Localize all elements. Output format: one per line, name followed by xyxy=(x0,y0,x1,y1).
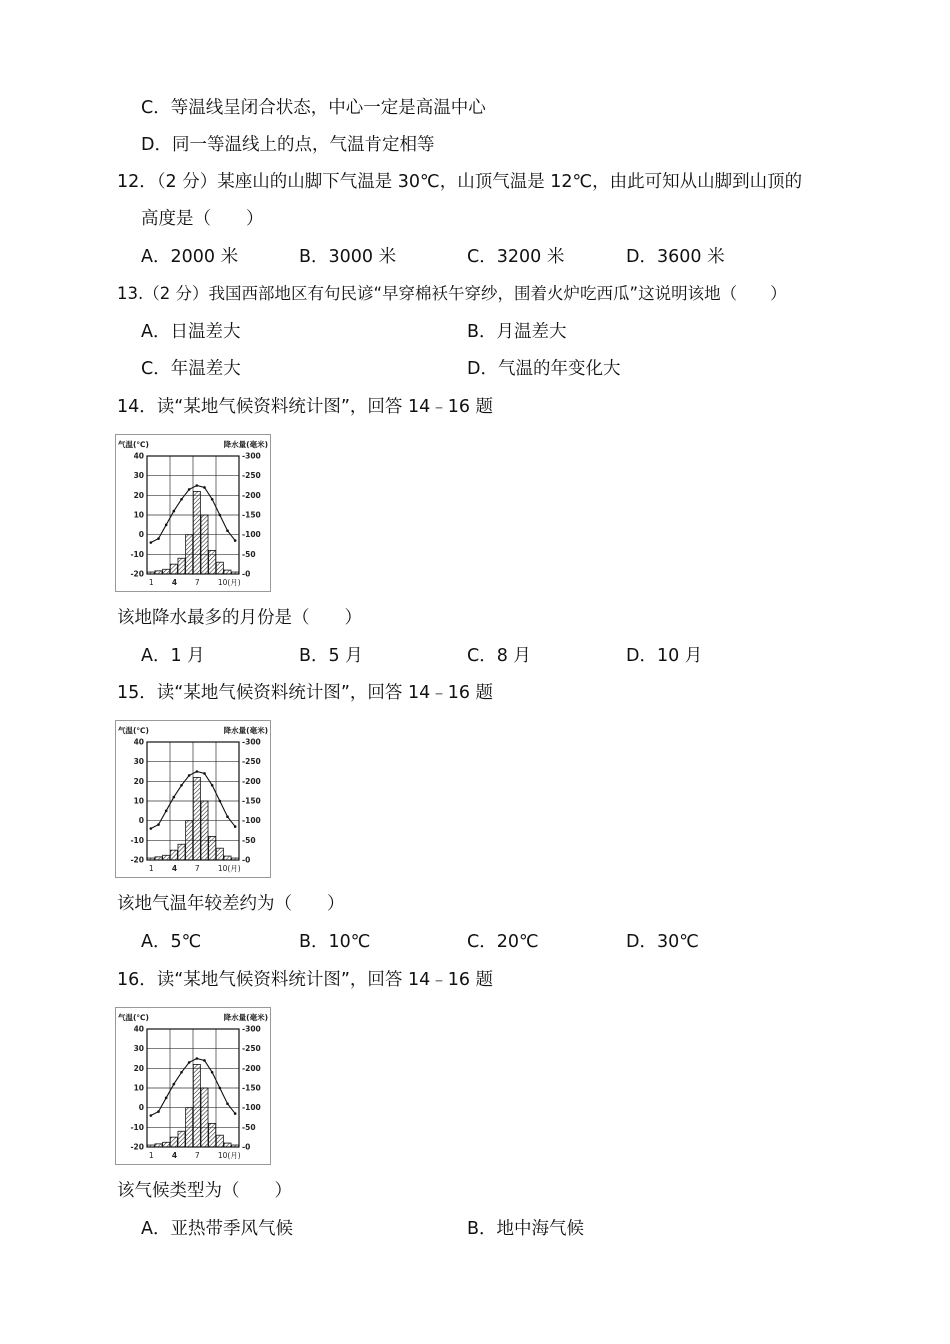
left-tick-label: 20 xyxy=(133,490,144,500)
precipitation-bar xyxy=(201,515,208,574)
right-tick-label: -300 xyxy=(242,1024,261,1034)
left-tick-label: 30 xyxy=(133,1044,144,1054)
precipitation-bar xyxy=(224,570,231,574)
temperature-point xyxy=(226,1102,229,1105)
q12-option-c[interactable]: C．3200 米 xyxy=(467,247,565,267)
right-tick-label: -150 xyxy=(242,796,261,806)
temperature-point xyxy=(203,772,206,775)
climate-chart-q16 xyxy=(115,1007,271,1165)
right-axis-label: 降水量(毫米) xyxy=(223,440,268,449)
q12-stem-line1: 12．（2 分）某座山的山脚下气温是 30℃，山顶气温是 12℃，由此可知从山脚到山顶的 xyxy=(117,172,803,192)
temperature-point xyxy=(173,1083,176,1086)
precipitation-bar xyxy=(232,572,239,574)
left-axis-label: 气温(℃) xyxy=(118,1013,149,1022)
right-tick-label: -0 xyxy=(242,569,251,579)
precipitation-bar xyxy=(163,569,170,574)
q14-question: 该地降水最多的月份是（ ） xyxy=(117,608,362,628)
left-tick-label: -20 xyxy=(130,569,144,579)
q12-option-a[interactable]: A．2000 米 xyxy=(141,247,239,267)
precipitation-bar xyxy=(170,850,177,860)
temperature-point xyxy=(157,823,160,826)
left-tick-label: 10 xyxy=(133,1083,144,1093)
q13-option-c[interactable]: C．年温差大 xyxy=(141,359,241,379)
right-tick-label: -200 xyxy=(242,1063,261,1073)
x-tick-label: 10(月) xyxy=(217,1151,241,1160)
temperature-point xyxy=(211,498,214,501)
temperature-point xyxy=(219,800,222,803)
q16-question: 该气候类型为（ ） xyxy=(117,1181,292,1201)
precipitation-bar xyxy=(224,1143,231,1147)
temperature-point xyxy=(180,498,183,501)
q14-option-b[interactable]: B．5 月 xyxy=(299,646,363,666)
option-c-isotherm: C．等温线呈闭合状态，中心一定是高温中心 xyxy=(141,98,486,118)
precipitation-bar xyxy=(201,1088,208,1147)
left-axis-label: 气温(℃) xyxy=(118,440,149,449)
left-tick-label: 20 xyxy=(133,1063,144,1073)
right-tick-label: -200 xyxy=(242,776,261,786)
right-axis-label: 降水量(毫米) xyxy=(223,1013,268,1022)
temperature-point xyxy=(180,784,183,787)
temperature-point xyxy=(188,774,191,777)
right-tick-label: -250 xyxy=(242,757,261,767)
x-tick-label: 4 xyxy=(171,1151,178,1160)
temperature-point xyxy=(226,815,229,818)
right-tick-label: -250 xyxy=(242,1044,261,1054)
q14-stem: 14．读“某地气候资料统计图”，回答 14﹣16 题 xyxy=(117,397,494,417)
q15-option-a[interactable]: A．5℃ xyxy=(141,932,202,952)
x-tick-label: 1 xyxy=(148,578,154,587)
q13-stem: 13.（2 分）我国西部地区有句民谚“早穿棉袄午穿纱，围着火炉吃西瓜”这说明该地（ ） xyxy=(117,284,787,303)
climate-chart-q15 xyxy=(115,720,271,878)
x-tick-label: 7 xyxy=(194,578,200,587)
temperature-point xyxy=(150,1114,153,1117)
precipitation-bar xyxy=(170,564,177,574)
temperature-point xyxy=(180,1071,183,1074)
precipitation-bar xyxy=(201,801,208,860)
x-tick-label: 7 xyxy=(194,864,200,873)
q16-stem: 16．读“某地气候资料统计图”，回答 14﹣16 题 xyxy=(117,970,494,990)
q16-option-b[interactable]: B．地中海气候 xyxy=(467,1219,585,1239)
right-tick-label: -100 xyxy=(242,1103,261,1113)
q14-option-a[interactable]: A．1 月 xyxy=(141,646,205,666)
temperature-point xyxy=(165,1097,168,1100)
right-axis-label: 降水量(毫米) xyxy=(223,726,268,735)
x-tick-label: 10(月) xyxy=(217,578,241,587)
right-tick-label: -0 xyxy=(242,855,251,865)
temperature-point xyxy=(196,770,199,773)
q15-stem: 15．读“某地气候资料统计图”，回答 14﹣16 题 xyxy=(117,683,494,703)
q14-option-d[interactable]: D．10 月 xyxy=(626,646,703,666)
precipitation-bar xyxy=(178,844,185,860)
right-tick-label: -300 xyxy=(242,451,261,461)
left-tick-label: 40 xyxy=(133,1024,144,1034)
left-tick-label: 30 xyxy=(133,757,144,767)
climate-chart-q14 xyxy=(115,434,271,592)
temperature-point xyxy=(211,1071,214,1074)
temperature-point xyxy=(211,784,214,787)
x-tick-label: 10(月) xyxy=(217,864,241,873)
temperature-point xyxy=(157,537,160,540)
left-tick-label: 0 xyxy=(138,816,144,826)
q12-stem-line2: 高度是（ ） xyxy=(141,209,264,229)
precipitation-bar xyxy=(163,1142,170,1147)
temperature-point xyxy=(226,529,229,532)
precipitation-bar xyxy=(193,1064,200,1147)
left-tick-label: 20 xyxy=(133,776,144,786)
climate-chart-svg xyxy=(115,434,271,592)
temperature-point xyxy=(234,539,237,542)
precipitation-bar xyxy=(147,572,154,574)
left-tick-label: -10 xyxy=(130,549,144,559)
precipitation-bar xyxy=(147,1145,154,1147)
temperature-point xyxy=(150,827,153,830)
x-tick-label: 4 xyxy=(171,864,178,873)
temperature-point xyxy=(188,1061,191,1064)
left-tick-label: -20 xyxy=(130,855,144,865)
precipitation-bar xyxy=(155,571,162,574)
q15-option-d[interactable]: D．30℃ xyxy=(626,932,699,952)
precipitation-bar xyxy=(209,1123,216,1147)
temperature-point xyxy=(173,510,176,513)
climate-chart-svg xyxy=(115,1007,271,1165)
q14-option-c[interactable]: C．8 月 xyxy=(467,646,531,666)
precipitation-bar xyxy=(216,848,223,860)
left-axis-label: 气温(℃) xyxy=(118,726,149,735)
temperature-point xyxy=(234,825,237,828)
climate-chart-svg xyxy=(115,720,271,878)
q13-option-b[interactable]: B．月温差大 xyxy=(467,322,567,342)
temperature-point xyxy=(203,1059,206,1062)
left-tick-label: -10 xyxy=(130,835,144,845)
precipitation-bar xyxy=(232,1145,239,1147)
precipitation-bar xyxy=(232,858,239,860)
option-d-isotherm: D．同一等温线上的点，气温肯定相等 xyxy=(141,135,435,155)
precipitation-bar xyxy=(170,1137,177,1147)
q15-option-c[interactable]: C．20℃ xyxy=(467,932,539,952)
temperature-point xyxy=(196,1057,199,1060)
left-tick-label: 0 xyxy=(138,530,144,540)
q15-question: 该地气温年较差约为（ ） xyxy=(117,894,345,914)
temperature-point xyxy=(157,1110,160,1113)
temperature-point xyxy=(219,1087,222,1090)
right-tick-label: -50 xyxy=(242,549,256,559)
precipitation-bar xyxy=(178,558,185,574)
right-tick-label: -0 xyxy=(242,1142,251,1152)
temperature-point xyxy=(173,796,176,799)
x-tick-label: 1 xyxy=(148,864,154,873)
precipitation-bar xyxy=(155,857,162,860)
precipitation-bar xyxy=(224,856,231,860)
left-tick-label: 10 xyxy=(133,510,144,520)
left-tick-label: 40 xyxy=(133,737,144,747)
right-tick-label: -100 xyxy=(242,530,261,540)
left-tick-label: 40 xyxy=(133,451,144,461)
precipitation-bar xyxy=(178,1131,185,1147)
right-tick-label: -250 xyxy=(242,471,261,481)
left-tick-label: 30 xyxy=(133,471,144,481)
precipitation-bar xyxy=(186,821,193,860)
temperature-point xyxy=(165,524,168,527)
right-tick-label: -150 xyxy=(242,1083,261,1093)
q12-option-b[interactable]: B．3000 米 xyxy=(299,247,397,267)
q13-option-a[interactable]: A．日温差大 xyxy=(141,322,241,342)
right-tick-label: -50 xyxy=(242,1122,256,1132)
x-tick-label: 4 xyxy=(171,578,178,587)
temperature-point xyxy=(203,486,206,489)
precipitation-bar xyxy=(193,777,200,860)
temperature-point xyxy=(196,484,199,487)
right-tick-label: -150 xyxy=(242,510,261,520)
temperature-point xyxy=(165,810,168,813)
precipitation-bar xyxy=(155,1144,162,1147)
precipitation-bar xyxy=(163,855,170,860)
precipitation-bar xyxy=(147,858,154,860)
right-tick-label: -100 xyxy=(242,816,261,826)
precipitation-bar xyxy=(186,535,193,574)
right-tick-label: -50 xyxy=(242,835,256,845)
precipitation-bar xyxy=(216,1135,223,1147)
x-tick-label: 1 xyxy=(148,1151,154,1160)
precipitation-bar xyxy=(209,550,216,574)
precipitation-bar xyxy=(209,836,216,860)
left-tick-label: -10 xyxy=(130,1122,144,1132)
precipitation-bar xyxy=(186,1108,193,1147)
left-tick-label: -20 xyxy=(130,1142,144,1152)
temperature-point xyxy=(150,541,153,544)
q15-option-b[interactable]: B．10℃ xyxy=(299,932,371,952)
q16-option-a[interactable]: A．亚热带季风气候 xyxy=(141,1219,293,1239)
temperature-point xyxy=(234,1112,237,1115)
precipitation-bar xyxy=(216,562,223,574)
right-tick-label: -300 xyxy=(242,737,261,747)
temperature-point xyxy=(188,488,191,491)
right-tick-label: -200 xyxy=(242,490,261,500)
q13-option-d[interactable]: D．气温的年变化大 xyxy=(467,359,621,379)
precipitation-bar xyxy=(193,491,200,574)
temperature-point xyxy=(219,514,222,517)
q12-option-d[interactable]: D．3600 米 xyxy=(626,247,725,267)
x-tick-label: 7 xyxy=(194,1151,200,1160)
left-tick-label: 10 xyxy=(133,796,144,806)
left-tick-label: 0 xyxy=(138,1103,144,1113)
